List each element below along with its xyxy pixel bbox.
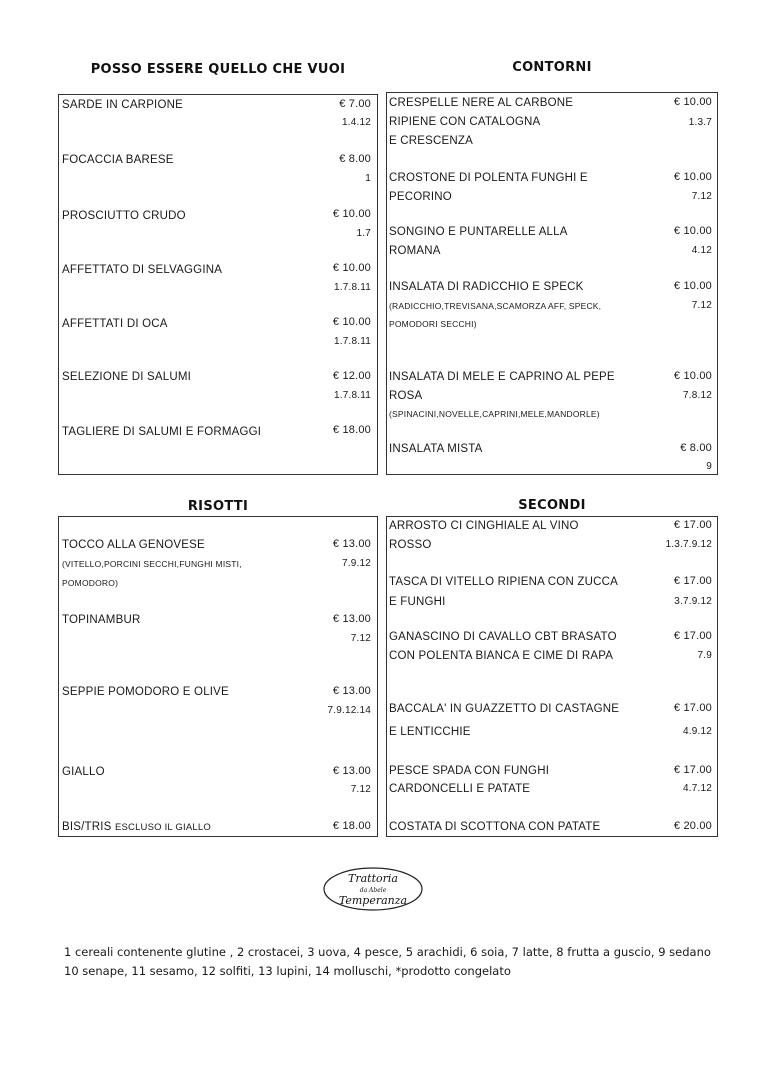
menu-item-name: TOPINAMBUR [62,614,141,626]
menu-item-name: BACCALA' IN GUAZZETTO DI CASTAGNE [389,703,620,715]
menu-item-name: PROSCIUTTO CRUDO [62,210,186,222]
menu-item-name: TOCCO ALLA GENOVESE [62,539,205,551]
menu-item-name: CON POLENTA BIANCA E CIME DI RAPA [389,650,614,662]
menu-item-name: E CRESCENZA [389,135,473,147]
menu-item-name: SELEZIONE DI SALUMI [62,371,192,383]
menu-item-price: € 8.00 [680,442,712,454]
menu-item-price: € 10.00 [332,262,371,274]
logo-line3: Temperanza [338,894,408,907]
menu-item-price: € 17.00 [673,630,712,642]
allergen-codes: 7.12 [691,300,712,311]
ingredient-note: POMODORI SECCHI) [389,319,477,329]
allergen-codes: 7.9.12.14 [327,705,371,716]
secondi-box [386,516,718,837]
menu-item-price: € 17.00 [673,702,712,714]
menu-item-name: ROSSO [389,539,432,551]
menu-item-price: € 17.00 [673,519,712,531]
menu-item-price: € 10.00 [673,280,712,292]
menu-item-name: INSALATA DI RADICCHIO E SPECK [389,281,584,293]
allergen-codes: 1.7.8.11 [333,336,371,347]
menu-item-price: € 18.00 [332,424,371,436]
allergen-codes: 1.7 [356,228,371,239]
menu-item-name: AFFETTATO DI SELVAGGINA [62,264,223,276]
menu-item-price: € 17.00 [673,764,712,776]
menu-item-name: CRESPELLE NERE AL CARBONE [389,97,574,109]
allergen-codes: 4.7.12 [682,783,712,794]
menu-item-name: ARROSTO CI CINGHIALE AL VINO [389,520,579,532]
ingredient-note: (VITELLO,PORCINI SECCHI,FUNGHI MISTI, [62,559,242,569]
menu-item-name: TASCA DI VITELLO RIPIENA CON ZUCCA [389,576,618,588]
restaurant-logo [322,866,424,912]
allergen-legend-line2: 10 senape, 11 sesamo, 12 solfiti, 13 lupini, 14 molluschi, *prodotto congelato [64,964,511,978]
menu-item-price: € 8.00 [339,153,371,165]
menu-item-price: € 18.00 [332,820,371,832]
heading-antipasti: POSSO ESSERE QUELLO CHE VUOI [90,62,346,77]
menu-item-price: € 17.00 [673,575,712,587]
allergen-codes: 1.7.8.11 [333,390,371,401]
heading-contorni: CONTORNI [512,60,592,75]
heading-secondi: SECONDI [518,498,586,513]
menu-item-name: SARDE IN CARPIONE [62,99,183,111]
menu-item-name: COSTATA DI SCOTTONA CON PATATE [389,821,601,833]
menu-item-price: € 10.00 [332,208,371,220]
allergen-codes: 3.7.9.12 [674,596,712,607]
menu-item-name: PESCE SPADA CON FUNGHI [389,765,550,777]
menu-item-name: E FUNGHI [389,596,446,608]
menu-item-name: TAGLIERE DI SALUMI E FORMAGGI [62,426,262,438]
allergen-codes: 7.8.12 [682,390,712,401]
menu-item-name: AFFETTATI DI OCA [62,318,168,330]
contorni-box [386,92,718,475]
bis-tris-label: BIS/TRIS [62,821,112,833]
allergen-legend-line1: 1 cereali contenente glutine , 2 crostacei, 3 uova, 4 pesce, 5 arachidi, 6 soia, 7 latte, 8 frutta a guscio, 9 sedano [64,945,711,959]
menu-item-price: € 10.00 [673,370,712,382]
menu-item-name: E LENTICCHIE [389,726,471,738]
menu-item-price: € 13.00 [332,538,371,550]
menu-item-name: RIPIENE CON CATALOGNA [389,116,541,128]
allergen-codes: 7.12 [350,633,371,644]
menu-item-name: FOCACCIA BARESE [62,154,174,166]
menu-item-name: GANASCINO DI CAVALLO CBT BRASATO [389,631,617,643]
allergen-codes: 1.3.7.9.12 [665,539,712,550]
menu-item-price: € 13.00 [332,613,371,625]
menu-item-name: INSALATA MISTA [389,443,483,455]
logo-line1: Trattoria [348,872,398,885]
menu-item-price: € 10.00 [673,225,712,237]
heading-risotti: RISOTTI [187,499,249,514]
menu-item-name: CROSTONE DI POLENTA FUNGHI E [389,172,588,184]
menu-item-name: SONGINO E PUNTARELLE ALLA [389,226,568,238]
menu-item-price: € 12.00 [332,370,371,382]
menu-item-price: € 10.00 [332,316,371,328]
menu-item-name: ROMANA [389,245,441,257]
ingredient-note: (RADICCHIO,TREVISANA,SCAMORZA AFF, SPECK, [389,301,602,311]
allergen-codes: 4.12 [691,245,712,256]
allergen-codes: 4.9.12 [682,726,712,737]
menu-item-price: € 10.00 [673,171,712,183]
allergen-codes: 7.9 [697,650,712,661]
menu-item-price: € 20.00 [673,820,712,832]
allergen-codes: 7.9.12 [341,558,371,569]
menu-item-name [62,821,211,833]
menu-item-price: € 10.00 [673,96,712,108]
menu-item-price: € 13.00 [332,685,371,697]
logo-line2: da Abele [359,887,387,894]
risotti-box [58,516,378,837]
menu-item-name: GIALLO [62,766,105,778]
allergen-codes: 7.12 [350,784,371,795]
allergen-codes: 7.12 [691,191,712,202]
menu-item-name: SEPPIE POMODORO E OLIVE [62,686,229,698]
bis-tris-note: ESCLUSO IL GIALLO [114,822,211,833]
menu-item-price: € 7.00 [339,98,371,110]
allergen-codes: 1.7.8.11 [333,282,371,293]
menu-item-name: ROSA [389,390,423,402]
menu-item-name: CARDONCELLI E PATATE [389,783,531,795]
allergen-codes: 1.3.7 [688,117,712,128]
ingredient-note: POMODORO) [62,578,119,588]
menu-item-price: € 13.00 [332,765,371,777]
allergen-codes: 9 [706,461,712,472]
menu-item-name: INSALATA DI MELE E CAPRINO AL PEPE [389,371,615,383]
antipasti-box [58,94,378,475]
allergen-codes: 1.4.12 [341,117,371,128]
allergen-codes: 1 [365,173,371,184]
ingredient-note: (SPINACINI,NOVELLE,CAPRINI,MELE,MANDORLE) [389,409,600,419]
menu-item-name: PECORINO [389,191,452,203]
